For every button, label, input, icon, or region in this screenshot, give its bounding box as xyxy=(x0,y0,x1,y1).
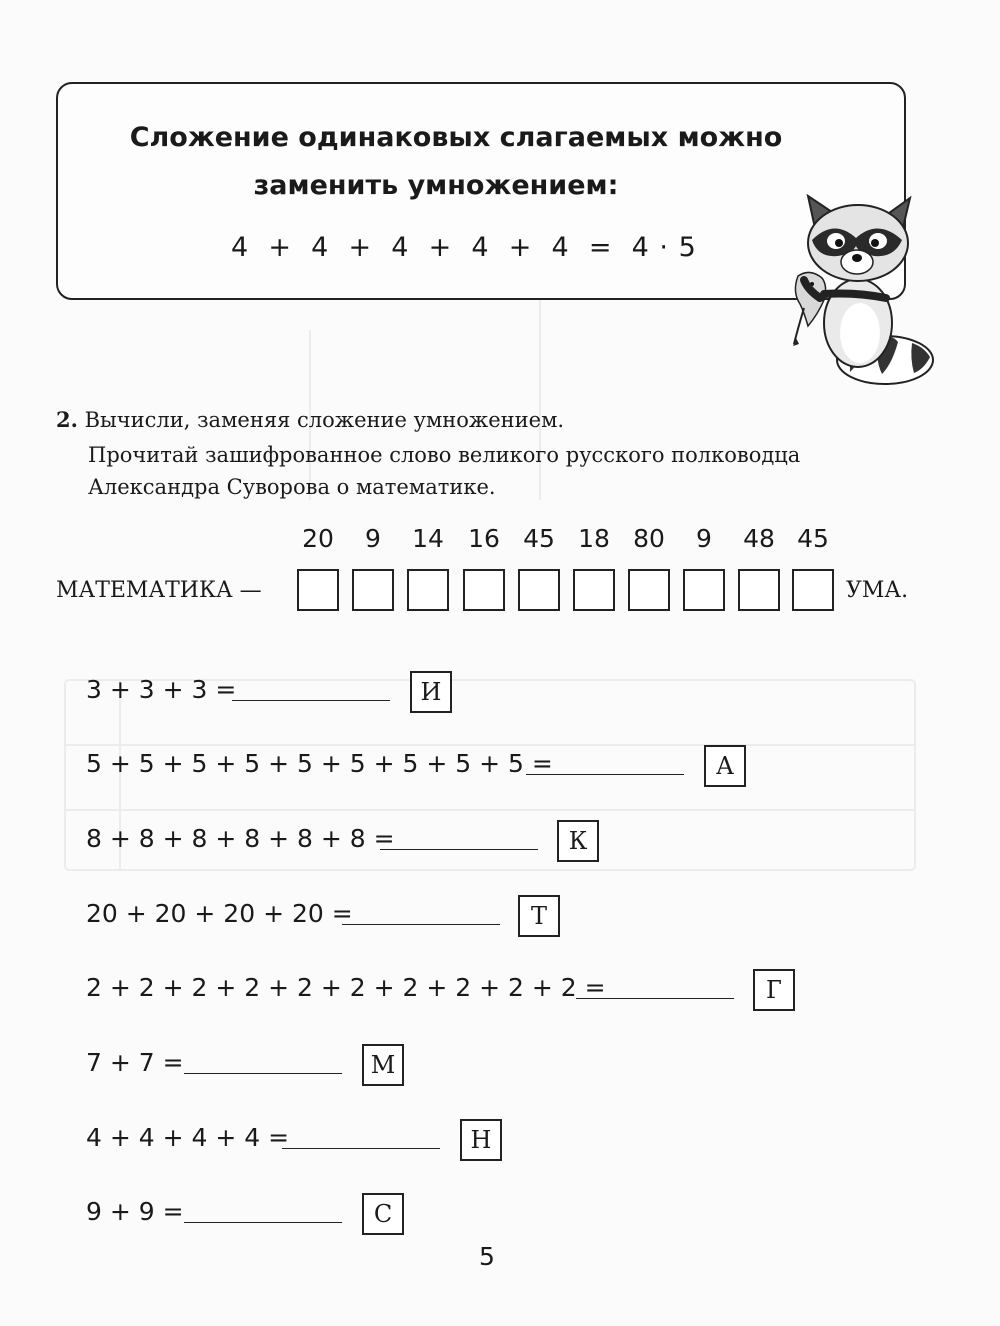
code-number: 80 xyxy=(633,524,665,553)
answer-letter-box[interactable] xyxy=(792,569,834,611)
answer-line[interactable] xyxy=(282,1124,440,1149)
answer-line[interactable] xyxy=(380,825,538,850)
exercise-expression: 2 + 2 + 2 + 2 + 2 + 2 + 2 + 2 + 2 + 2 = xyxy=(86,973,606,1002)
answer-line[interactable] xyxy=(576,974,734,999)
answer-line[interactable] xyxy=(184,1198,342,1223)
raccoon-with-fish-icon xyxy=(790,188,940,393)
rule-title-line-2: заменить умножением: xyxy=(253,170,619,201)
code-number: 14 xyxy=(412,524,444,553)
answer-line[interactable] xyxy=(184,1049,342,1074)
exercise-letter-box: К xyxy=(557,820,599,862)
answer-letter-box[interactable] xyxy=(738,569,780,611)
exercise-expression: 3 + 3 + 3 = xyxy=(86,675,237,704)
code-number: 16 xyxy=(468,524,500,553)
phrase-start: МАТЕМАТИКА — xyxy=(56,578,262,603)
phrase-end: УМА. xyxy=(846,578,909,603)
exercise-letter-box: С xyxy=(362,1193,404,1235)
exercise-expression: 5 + 5 + 5 + 5 + 5 + 5 + 5 + 5 + 5 = xyxy=(86,749,553,778)
code-number: 45 xyxy=(797,524,829,553)
page-number: 5 xyxy=(479,1242,495,1271)
exercise-letter-box: Т xyxy=(518,895,560,937)
exercise-expression: 4 + 4 + 4 + 4 = xyxy=(86,1123,290,1152)
answer-line[interactable] xyxy=(232,676,390,701)
code-number: 18 xyxy=(578,524,610,553)
answer-line[interactable] xyxy=(342,900,500,925)
answer-letter-box[interactable] xyxy=(352,569,394,611)
answer-line[interactable] xyxy=(526,750,684,775)
exercise-letter-box: Н xyxy=(460,1119,502,1161)
rule-formula: 4 + 4 + 4 + 4 + 4 = 4 · 5 xyxy=(231,232,697,263)
exercise-letter-box: А xyxy=(704,745,746,787)
answer-letter-box[interactable] xyxy=(573,569,615,611)
exercise-expression: 7 + 7 = xyxy=(86,1048,184,1077)
code-number: 45 xyxy=(523,524,555,553)
code-number: 20 xyxy=(302,524,334,553)
exercise-expression: 20 + 20 + 20 + 20 = xyxy=(86,899,353,928)
task-instruction: Вычисли, заменяя сложение умножением. xyxy=(84,408,565,432)
exercise-letter-box: Г xyxy=(753,969,795,1011)
task-heading xyxy=(56,404,564,436)
code-number: 9 xyxy=(696,524,712,553)
code-number: 9 xyxy=(365,524,381,553)
code-number: 48 xyxy=(743,524,775,553)
exercise-expression: 8 + 8 + 8 + 8 + 8 + 8 = xyxy=(86,824,395,853)
exercise-letter-box: И xyxy=(410,671,452,713)
answer-letter-box[interactable] xyxy=(518,569,560,611)
answer-letter-box[interactable] xyxy=(463,569,505,611)
answer-letter-box[interactable] xyxy=(628,569,670,611)
answer-letter-box[interactable] xyxy=(407,569,449,611)
answer-letter-box[interactable] xyxy=(683,569,725,611)
exercise-letter-box: М xyxy=(362,1044,404,1086)
rule-title-line-1: Сложение одинаковых слагаемых можно xyxy=(129,122,783,153)
task-number: 2. xyxy=(56,407,78,432)
answer-letter-box[interactable] xyxy=(297,569,339,611)
rule-box xyxy=(56,82,906,300)
exercise-expression: 9 + 9 = xyxy=(86,1197,184,1226)
task-description: Прочитай зашифрованное слово великого русского полководца Александра Суворова о математике. xyxy=(88,443,801,499)
